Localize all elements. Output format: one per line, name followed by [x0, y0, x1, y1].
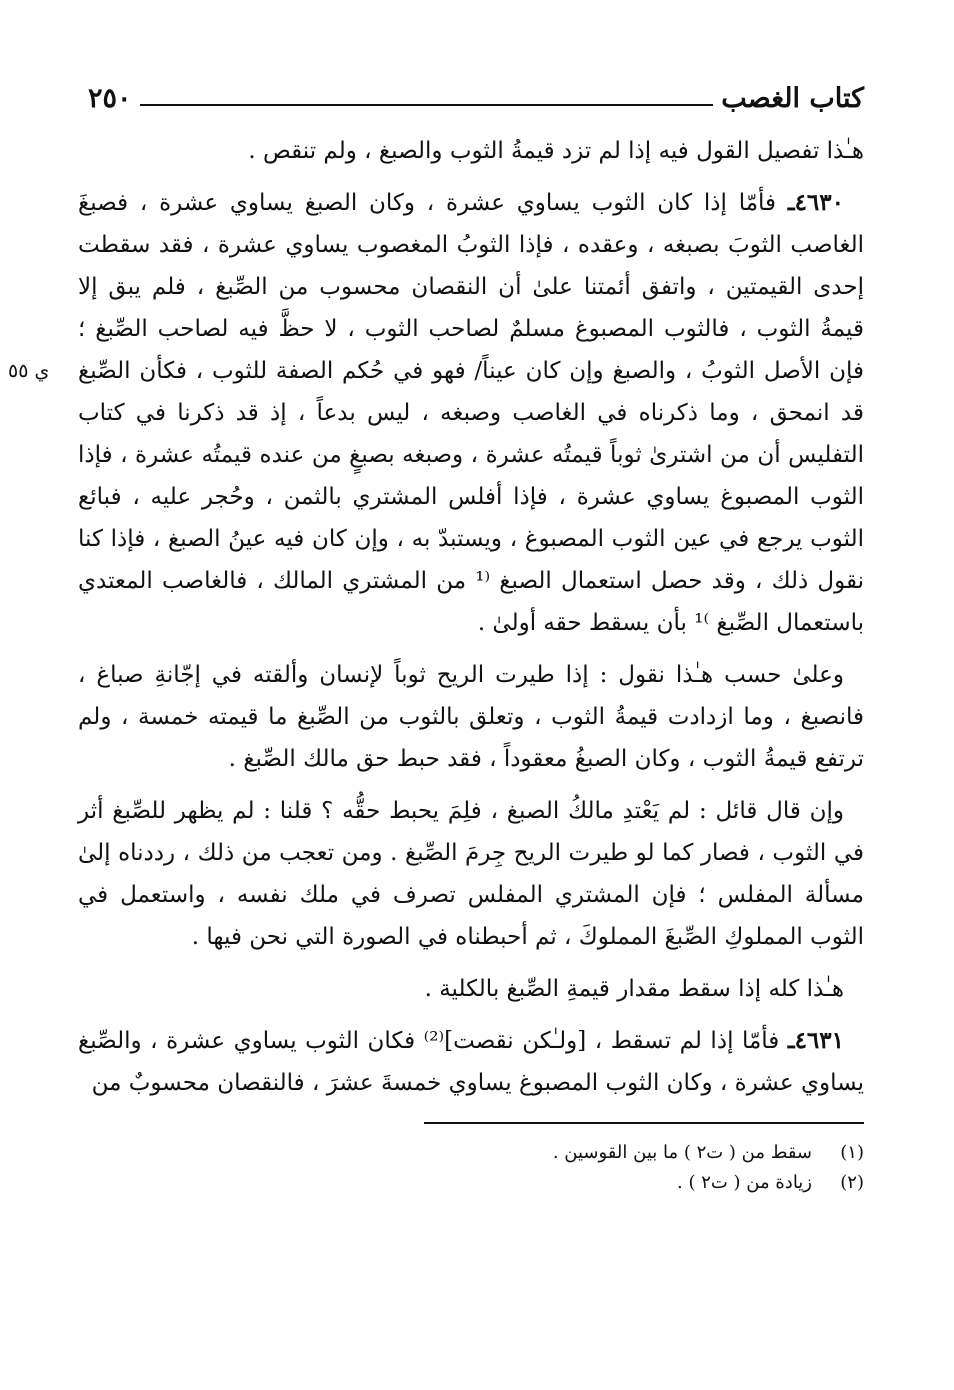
body-text	[8, 130, 864, 1104]
footnotes	[78, 1138, 864, 1198]
paragraph-number: ٤٦٣١ـ	[787, 1027, 844, 1054]
footnote	[78, 1168, 864, 1198]
footnote-text: سقط من ( ت٢ ) ما بين القوسين .	[552, 1142, 812, 1163]
footnote-text: زيادة من ( ت٢ ) .	[677, 1172, 812, 1193]
paragraph-5	[78, 968, 864, 1010]
paragraph-4631	[78, 1020, 864, 1104]
paragraph-number: ٤٦٣٠ـ	[787, 189, 844, 216]
paragraph-text: هـٰذا كله إذا سقط مقدار قيمةِ الصِّبغ بالكلية .	[424, 976, 844, 1002]
paragraph-1	[78, 130, 864, 172]
margin-marker: ي ٥٥	[8, 360, 50, 382]
paragraph-3	[78, 654, 864, 780]
paragraph-text: هـٰذا تفصيل القول فيه إذا لم تزد قيمةُ الثوب والصبغ ، ولم تنقص .	[248, 138, 864, 164]
footnote-mark: (٢)	[840, 1172, 864, 1193]
paragraph-4	[78, 790, 864, 958]
paragraph-text: وإن قال قائل : لم يَعْتدِ مالكُ الصبغ ، فلِمَ يحبط حقُّه ؟ قلنا : لم يظهر للصِّبغ أثر في الثوب ، فصار كما لو طيرت الريح جِرمَ الصِّبغ . ومن تعجب من ذلك ، رددناه إلىٰ مسألة المفلس ؛ فإن المشتري المفلس تصرف في ملك نفسه ، واستعمل في الثوب المملوكِ الصِّبغَ المملوكَ ، ثم أحبطناه في الصورة التي نحن فيها .	[78, 798, 864, 950]
footnote-mark: (١)	[840, 1142, 864, 1163]
running-header	[78, 76, 864, 120]
book-title: كتاب الغصب	[721, 82, 864, 114]
paragraph-text: وعلىٰ حسب هـٰذا نقول : إذا طيرت الريح ثوباً لإنسان وألقته في إجّانةِ صباغ ، فانصبغ ، وما ازدادت قيمةُ الثوب ، وتعلق بالثوب من الصِّبغ ما قيمته خمسة ، ولم ترتفع قيمةُ الثوب ، وكان الصبغُ معقوداً ، فقد حبط حق مالك الصِّبغ .	[78, 662, 864, 772]
header-rule	[140, 104, 714, 106]
paragraph-4630	[8, 182, 864, 644]
footnote	[78, 1138, 864, 1168]
footnote-rule	[424, 1122, 864, 1124]
paragraph-text: فأمّا إذا لم تسقط ، [ولـٰكن نقصت]⁽²⁾ فكان الثوب يساوي عشرة ، والصِّبغ يساوي عشرة ، وكان الثوب المصبوغ يساوي خمسةَ عشرَ ، فالنقصان محسوبٌ من	[78, 1028, 864, 1096]
page-number: ٢٥٠	[88, 82, 132, 114]
page	[8, 76, 864, 1376]
paragraph-text: فأمّا إذا كان الثوب يساوي عشرة ، وكان الصبغ يساوي عشرة ، فصبغَ الغاصب الثوبَ بصبغه ، وعقده ، فإذا الثوبُ المغصوب يساوي عشرة ، فقد سقطت إحدى القيمتين ، واتفق أئمتنا علىٰ أن النقصان محسوب من الصِّبغ ، فلم يبق إلا قيمةُ الثوب ، فالثوب المصبوغ مسلمٌ لصاحب الثوب ، لا حظَّ فيه لصاحب الصِّبغ ؛ فإن الأصل الثوبُ ، والصبغ وإن كان عيناً/ فهو في حُكم الصفة للثوب ، فكأن الصِّبغ قد انمحق ، وما ذكرناه في الغاصب وصبغه ، ليس بدعاً ، إذ قد ذكرنا في كتاب التفليس أن من اشترىٰ ثوباً قيمتُه عشرة ، وصبغه بصبغٍ من عنده قيمتُه عشرة ، فإذا الثوب المصبوغ يساوي عشرة ، فإذا أفلس المشتري بالثمن ، وحُجر عليه ، فبائع الثوب يرجع في عين الثوب المصبوغ ، ويستبدّ به ، وإن كان فيه عينُ الصبغ ، فإذا كنا نقول ذلك ، وقد حصل استعمال الصبغ ⁽¹ من المشتري المالك ، فالغاصب المعتدي باستعمال الصِّبغ ⁾¹ بأن يسقط حقه أولىٰ .	[78, 190, 864, 636]
